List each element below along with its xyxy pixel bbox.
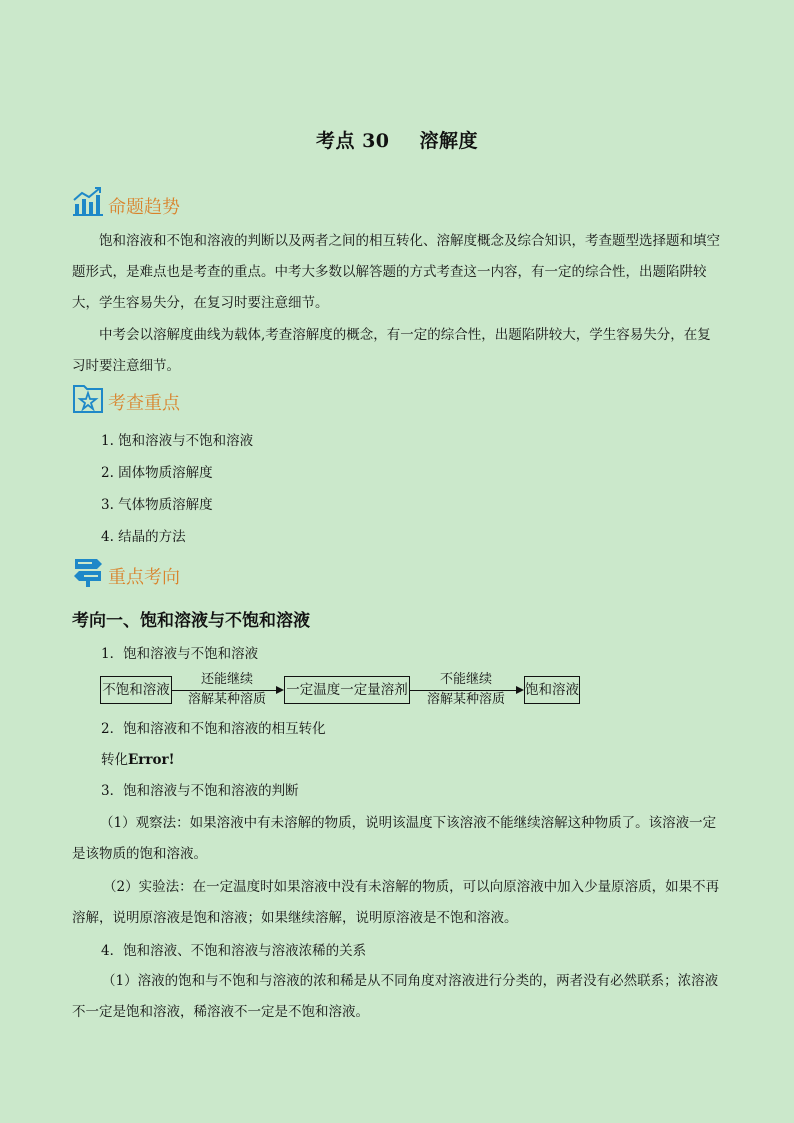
section-key-heading xyxy=(72,382,180,414)
page-title xyxy=(0,126,794,153)
arrow2-top-label: 不能继续 xyxy=(439,672,492,687)
key-item-1: 1. 饱和溶液与不饱和溶液 xyxy=(101,433,254,449)
diagram-box-unsaturated: 不饱和溶液 xyxy=(100,676,172,704)
key-item-4: 4. 结晶的方法 xyxy=(101,529,186,545)
dir1-paragraph-2: （2）实验法：在一定温度时如果溶液中没有未溶解的物质，可以向原溶液中加入少量原溶质，如果不再溶解，说明原溶液是饱和溶液；如果继续溶解，说明原溶液是不饱和溶液。 xyxy=(72,879,720,926)
section-direction-heading xyxy=(72,556,180,588)
arrow1-line xyxy=(172,690,276,691)
title-main: 溶解度 xyxy=(419,130,479,152)
dir1-paragraph-3: （1）溶液的饱和与不饱和与溶液的浓和稀是从不同角度对溶液进行分类的，两者没有必然联系；浓溶液不一定是饱和溶液，稀溶液不一定是不饱和溶液。 xyxy=(72,973,719,1020)
section-trend-title: 命题趋势 xyxy=(108,197,180,218)
title-prefix: 考点 30 xyxy=(315,130,390,152)
arrow1-bottom-label: 溶解某种溶质 xyxy=(187,692,266,707)
direction-1-title: 考向一、饱和溶液与不饱和溶液 xyxy=(72,611,310,631)
dir1-item-4: 4．饱和溶液、不饱和溶液与溶液浓稀的关系 xyxy=(101,943,367,959)
diagram-box-condition: 一定温度一定量溶剂 xyxy=(284,676,410,704)
arrow2-line xyxy=(410,690,516,691)
key-item-3: 3. 气体物质溶解度 xyxy=(101,497,213,513)
dir1-paragraph-1: （1）观察法：如果溶液中有未溶解的物质，说明该温度下该溶液不能继续溶解这种物质了。该溶液一定是该物质的饱和溶液。 xyxy=(72,815,717,862)
folder-star-icon xyxy=(72,382,104,414)
convert-line xyxy=(101,751,175,769)
signpost-icon xyxy=(72,556,104,588)
dir1-item-3: 3．饱和溶液与不饱和溶液的判断 xyxy=(101,783,299,799)
trend-paragraph-1: 饱和溶液和不饱和溶液的判断以及两者之间的相互转化、溶解度概念及综合知识，考查题型选择题和填空题形式，是难点也是考查的重点。中考大多数以解答题的方式考查这一内容，有一定的综合性，出题陷阱较大，学生容易失分，在复习时要注意细节。 xyxy=(72,233,720,311)
diagram-box-saturated: 饱和溶液 xyxy=(524,676,580,704)
dir1-item-1: 1．饱和溶液与不饱和溶液 xyxy=(101,646,259,662)
dir1-item-2: 2．饱和溶液和不饱和溶液的相互转化 xyxy=(101,721,326,737)
section-key-title: 考查重点 xyxy=(108,393,180,414)
section-direction-title: 重点考向 xyxy=(108,567,180,588)
bar-chart-icon xyxy=(72,186,104,218)
arrow1-top-label: 还能继续 xyxy=(200,672,253,687)
convert-error: Error! xyxy=(128,752,175,768)
section-trend-heading xyxy=(72,186,180,218)
arrow2-bottom-label: 溶解某种溶质 xyxy=(426,692,505,707)
convert-prefix: 转化 xyxy=(101,752,128,768)
trend-paragraph-2: 中考会以溶解度曲线为载体,考查溶解度的概念，有一定的综合性，出题陷阱较大，学生容易失分，在复习时要注意细节。 xyxy=(72,327,711,374)
key-item-2: 2. 固体物质溶解度 xyxy=(101,465,213,481)
